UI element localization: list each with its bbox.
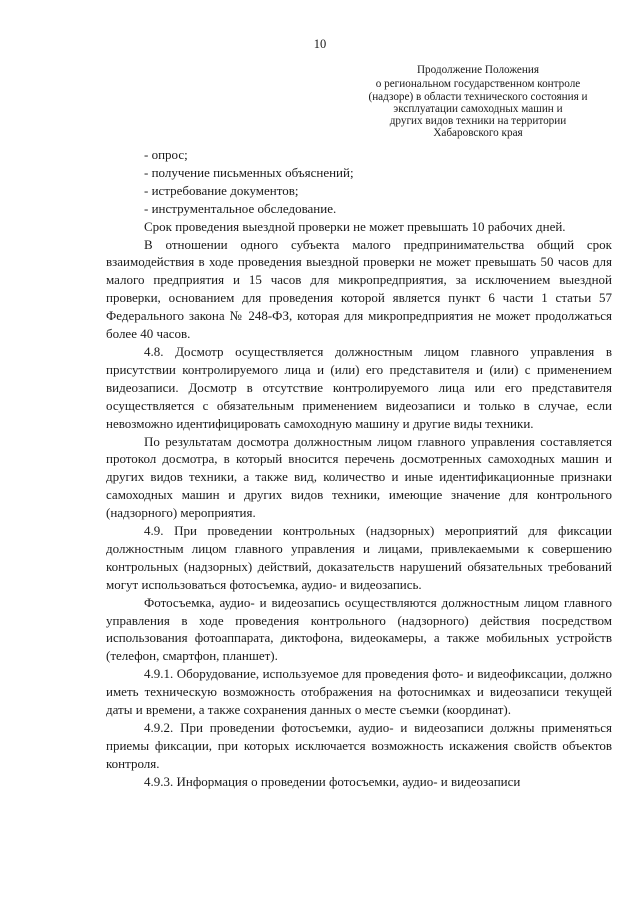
header-note-line: других видов техники на территории [389, 115, 567, 128]
paragraph-4-9-3: 4.9.3. Информация о проведении фотосъемки, аудио- и видеозаписи [144, 773, 521, 789]
list-item: - истребование документов; [144, 182, 299, 198]
paragraph-small-business-term: В отношении одного субъекта малого предпринимательства общий срок взаимодействия в ходе проведения выездной проверки не может превышать 50 часов для малого предприятия и 15 часов для микропредприятия, за исключением выездной проверки, основанием для проведения которой является пункт 6 части 1 статьи 57 Федерального закона № 248-ФЗ, которая для микропредприятия не может продолжаться более 40 часов. [106, 236, 612, 342]
list-item: - инструментальное обследование. [144, 200, 337, 216]
header-note [352, 64, 604, 140]
list-item: - опрос; [144, 147, 188, 162]
paragraph-4-9: 4.9. При проведении контрольных (надзорных) мероприятий для фиксации должностным лицом главного управления и лицами, привлекаемыми к совершению контрольных (надзорных) действий, доказательств нарушений обязательных требований могут использоваться фотосъемка, аудио- и видеозапись. [106, 523, 612, 592]
paragraph-4-9-2: 4.9.2. При проведении фотосъемки, аудио- и видеозаписи должны применяться приемы фиксации, при которых исключается возможность искажения свойств объектов контроля. [106, 720, 612, 771]
paragraph-4-9-1: 4.9.1. Оборудование, используемое для проведения фото- и видеофиксации, должно иметь техническую возможность отображения на фотоснимках и видеозаписи текущей даты и времени, а также сохранения данных о месте съемки (координат). [106, 666, 612, 718]
page-number: 10 [313, 37, 327, 51]
paragraph-inspection-term: Срок проведения выездной проверки не может превышать 10 рабочих дней. [144, 218, 566, 234]
header-note-line: Хабаровского края [433, 127, 523, 140]
header-note-line: эксплуатации самоходных машин и [393, 102, 563, 115]
header-note-line: о региональном государственном контроле [375, 78, 581, 91]
paragraph-photo-video: Фотосъемка, аудио- и видеозапись осуществляются должностным лицом главного управления в ходе проведения контрольного (надзорного) действия посредством использования фотоаппарата, диктофона, видеокамеры, а также мобильных устройств (телефон, смартфон, планшет). [106, 594, 612, 664]
list-item: - получение письменных объяснений; [144, 164, 354, 180]
paragraph-4-8: 4.8. Досмотр осуществляется должностным лицом главного управления в присутствии контролируемого лица и (или) его представителя и (или) с применением видеозаписи. Досмотр в отсутствие контролируемого лица или его представителя осуществляется с обязательным применением видеозаписи и только в случае, если невозможно идентифицировать самоходную машину и другие виды техники. [106, 343, 612, 431]
paragraph-inspection-protocol: По результатам досмотра должностным лицом главного управления составляется протокол досмотра, в который вносится перечень досмотренных самоходных машин и других видов техники, а также вид, количество и иные идентификационные признаки самоходных машин и других видов техники, имеющие значение для контрольного (надзорного) мероприятия. [106, 433, 612, 521]
header-note-line: (надзоре) в области технического состояния и [368, 90, 588, 103]
header-note-line: Продолжение Положения [416, 64, 540, 76]
document-body [106, 146, 612, 791]
